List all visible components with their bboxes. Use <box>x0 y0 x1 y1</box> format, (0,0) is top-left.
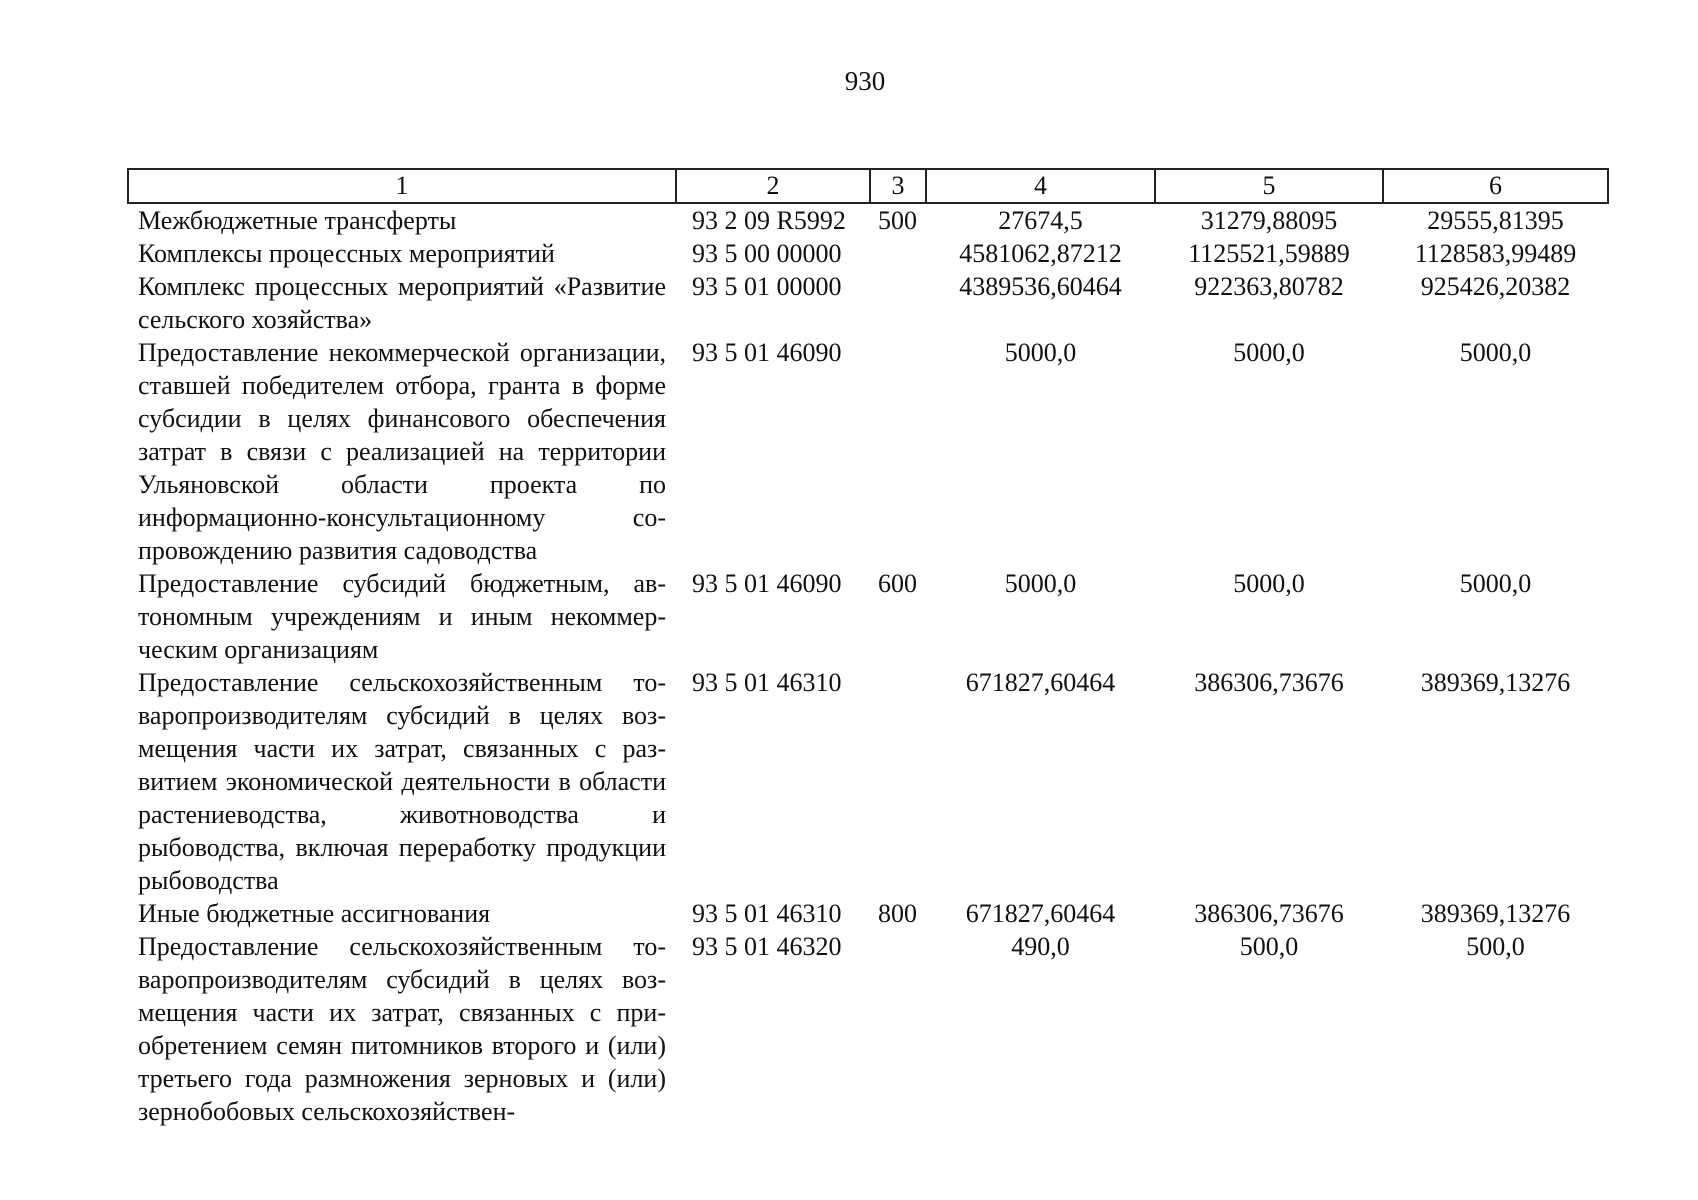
row-expense-type: 600 <box>878 569 917 598</box>
table-row <box>128 203 1608 237</box>
table-row <box>128 897 1608 930</box>
header-col-6: 6 <box>1383 169 1608 203</box>
row-expense-type <box>870 666 926 897</box>
table-row <box>128 270 1608 336</box>
row-code: 93 5 01 46090 <box>692 338 842 367</box>
row-value-2: 386306,73676 <box>1194 899 1344 928</box>
row-value-1: 27674,5 <box>998 206 1083 235</box>
row-code: 93 5 01 00000 <box>692 272 842 301</box>
row-value-1: 671827,60464 <box>965 899 1116 928</box>
header-col-2: 2 <box>676 169 870 203</box>
header-col-4: 4 <box>926 169 1155 203</box>
header-col-1: 1 <box>128 169 676 203</box>
row-name: Предоставление субсидий бюджетным, автономным учреждениям и иным некоммерческим организациям <box>138 569 666 664</box>
table-row <box>128 567 1608 666</box>
row-value-2: 5000,0 <box>1233 338 1305 367</box>
row-name: Комплекс процессных мероприятий «Развитие сельского хозяйства» <box>138 272 666 334</box>
page-number: 930 <box>844 66 886 96</box>
row-expense-type <box>870 237 926 270</box>
row-code: 93 5 01 46090 <box>692 569 842 598</box>
row-code: 93 5 01 46310 <box>692 668 842 697</box>
row-value-1: 4389536,60464 <box>959 272 1122 301</box>
row-value-3: 389369,13276 <box>1420 668 1571 697</box>
row-code: 93 5 01 46320 <box>692 932 842 961</box>
row-name: Комплексы процессных мероприятий <box>138 239 555 268</box>
row-name: Иные бюджетные ассигнования <box>138 899 491 928</box>
row-code: 93 5 00 00000 <box>692 239 842 268</box>
row-name: Межбюджетные трансферты <box>138 206 457 235</box>
row-value-3: 389369,13276 <box>1420 899 1571 928</box>
row-value-2: 386306,73676 <box>1194 668 1344 697</box>
table-row <box>128 930 1608 1128</box>
row-value-2: 500,0 <box>1239 932 1299 961</box>
table-row <box>128 666 1608 897</box>
row-value-3: 1128583,99489 <box>1414 239 1577 268</box>
row-name: Предоставление сельскохозяйственным товаропроизводителям субсидий в целях возмещения части их затрат, связанных с развитием экономической деятельности в области растениеводства, животноводства и рыбоводства, включая переработку продукции рыбоводства <box>138 668 666 895</box>
row-value-3: 925426,20382 <box>1420 272 1571 301</box>
row-value-2: 5000,0 <box>1233 569 1305 598</box>
header-row <box>128 169 1608 203</box>
header-col-5: 5 <box>1155 169 1383 203</box>
row-expense-type <box>870 930 926 1128</box>
table-row <box>128 336 1608 567</box>
row-expense-type <box>870 270 926 336</box>
row-value-2: 922363,80782 <box>1194 272 1344 301</box>
row-code: 93 2 09 R5992 <box>692 206 846 235</box>
row-value-1: 4581062,87212 <box>959 239 1122 268</box>
row-value-2: 31279,88095 <box>1200 206 1338 235</box>
row-value-3: 5000,0 <box>1459 338 1532 367</box>
header-col-3: 3 <box>870 169 926 203</box>
table-row <box>128 237 1608 270</box>
row-value-1: 5000,0 <box>1004 569 1077 598</box>
budget-table <box>127 168 1609 1128</box>
row-expense-type: 500 <box>878 206 917 235</box>
row-expense-type: 800 <box>878 899 917 928</box>
row-code: 93 5 01 46310 <box>692 899 842 928</box>
row-value-3: 5000,0 <box>1459 569 1532 598</box>
row-value-1: 490,0 <box>1011 932 1070 961</box>
row-value-3: 29555,81395 <box>1427 206 1564 235</box>
row-value-1: 5000,0 <box>1004 338 1077 367</box>
row-value-3: 500,0 <box>1466 932 1525 961</box>
row-name: Предоставление некоммерческой организации, ставшей победителем отбора, гранта в форме субсидии в целях финансового обеспечения затрат в связи с реализацией на территории Ульяновской области проекта по информационно-консультационному сопровождению развития садоводства <box>138 338 666 565</box>
row-value-1: 671827,60464 <box>965 668 1116 697</box>
row-expense-type <box>870 336 926 567</box>
row-value-2: 1125521,59889 <box>1188 239 1350 268</box>
row-name: Предоставление сельскохозяйственным товаропроизводителям субсидий в целях возмещения части их затрат, связанных с приобретением семян питомников второго и (или) третьего года размножения зерновых и (или) зернобобовых сельскохозяйствен- <box>138 932 666 1126</box>
